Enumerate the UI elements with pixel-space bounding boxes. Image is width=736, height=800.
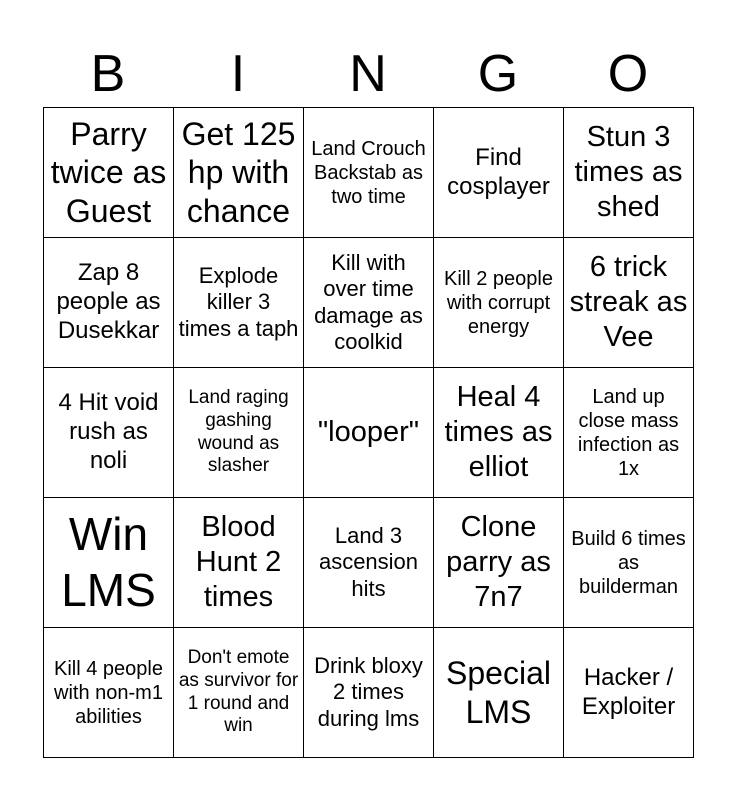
bingo-cell[interactable] bbox=[564, 628, 694, 758]
bingo-cell[interactable] bbox=[174, 238, 304, 368]
bingo-cell-text: Special LMS bbox=[446, 655, 551, 730]
bingo-cell-text: 6 trick streak as Vee bbox=[569, 251, 688, 353]
bingo-cell-text: Find cosplayer bbox=[447, 143, 550, 200]
header-letter-n: N bbox=[349, 45, 387, 103]
header-letter-o: O bbox=[607, 45, 649, 103]
bingo-cell-text: 4 Hit void rush as noli bbox=[58, 389, 159, 474]
bingo-cell[interactable] bbox=[44, 368, 174, 498]
bingo-cell[interactable] bbox=[44, 498, 174, 628]
bingo-cell-text: Heal 4 times as elliot bbox=[444, 381, 553, 483]
bingo-card bbox=[43, 107, 694, 758]
bingo-cell-text: Kill with over time damage as coolkid bbox=[314, 249, 423, 354]
bingo-cell[interactable] bbox=[564, 368, 694, 498]
bingo-cell-text: Clone parry as 7n7 bbox=[446, 511, 551, 613]
bingo-cell[interactable] bbox=[304, 628, 434, 758]
bingo-cell-text: Don't emote as survivor for 1 round and win bbox=[178, 646, 299, 737]
bingo-cell[interactable] bbox=[304, 498, 434, 628]
bingo-cell-text: Stun 3 times as shed bbox=[574, 121, 683, 223]
bingo-cell-text: Parry twice as Guest bbox=[50, 115, 167, 229]
bingo-cell[interactable] bbox=[434, 108, 564, 238]
bingo-cell-text: Land 3 ascension hits bbox=[318, 522, 419, 601]
bingo-cell-text: Get 125 hp with chance bbox=[181, 115, 296, 229]
bingo-cell[interactable] bbox=[174, 368, 304, 498]
bingo-cell[interactable] bbox=[434, 368, 564, 498]
bingo-cell-text: Blood Hunt 2 times bbox=[195, 511, 282, 613]
bingo-cell-text: Win LMS bbox=[61, 508, 156, 616]
bingo-cell[interactable] bbox=[44, 108, 174, 238]
bingo-row-1 bbox=[44, 108, 694, 238]
header-letter-g: G bbox=[477, 45, 519, 103]
bingo-cell[interactable] bbox=[434, 628, 564, 758]
bingo-cell-text: Zap 8 people as Dusekkar bbox=[56, 259, 161, 344]
bingo-cell[interactable] bbox=[304, 238, 434, 368]
bingo-cell[interactable] bbox=[434, 238, 564, 368]
bingo-row-2 bbox=[44, 238, 694, 368]
bingo-cell-text: Land up close mass infection as 1x bbox=[577, 385, 680, 480]
bingo-cell[interactable] bbox=[44, 628, 174, 758]
bingo-header bbox=[43, 40, 693, 108]
bingo-cell[interactable] bbox=[174, 498, 304, 628]
bingo-cell-text: Kill 2 people with corrupt energy bbox=[444, 267, 553, 338]
bingo-row-5 bbox=[44, 628, 694, 758]
bingo-row-4 bbox=[44, 498, 694, 628]
bingo-cell[interactable] bbox=[434, 498, 564, 628]
bingo-cell[interactable] bbox=[174, 628, 304, 758]
bingo-cell-text: Hacker / Exploiter bbox=[581, 663, 676, 720]
bingo-cell-text: Build 6 times as builderman bbox=[571, 527, 686, 598]
header-letter-b: B bbox=[90, 45, 126, 103]
bingo-cell[interactable] bbox=[564, 498, 694, 628]
bingo-cell[interactable] bbox=[304, 368, 434, 498]
bingo-cell-text: Land raging gashing wound as slasher bbox=[188, 386, 289, 477]
bingo-cell[interactable] bbox=[304, 108, 434, 238]
bingo-cell-text: Kill 4 people with non-m1 abilities bbox=[54, 657, 163, 728]
header-letter-i: I bbox=[230, 45, 246, 103]
bingo-cell[interactable] bbox=[174, 108, 304, 238]
bingo-cell[interactable] bbox=[564, 108, 694, 238]
bingo-cell[interactable] bbox=[44, 238, 174, 368]
bingo-cell-text: Land Crouch Backstab as two time bbox=[311, 137, 426, 208]
bingo-cell-text: Explode killer 3 times a taph bbox=[178, 262, 299, 341]
bingo-cell-text: Drink bloxy 2 times during lms bbox=[314, 652, 423, 731]
bingo-cell-text: "looper" bbox=[317, 416, 420, 449]
bingo-row-3 bbox=[44, 368, 694, 498]
bingo-cell[interactable] bbox=[564, 238, 694, 368]
